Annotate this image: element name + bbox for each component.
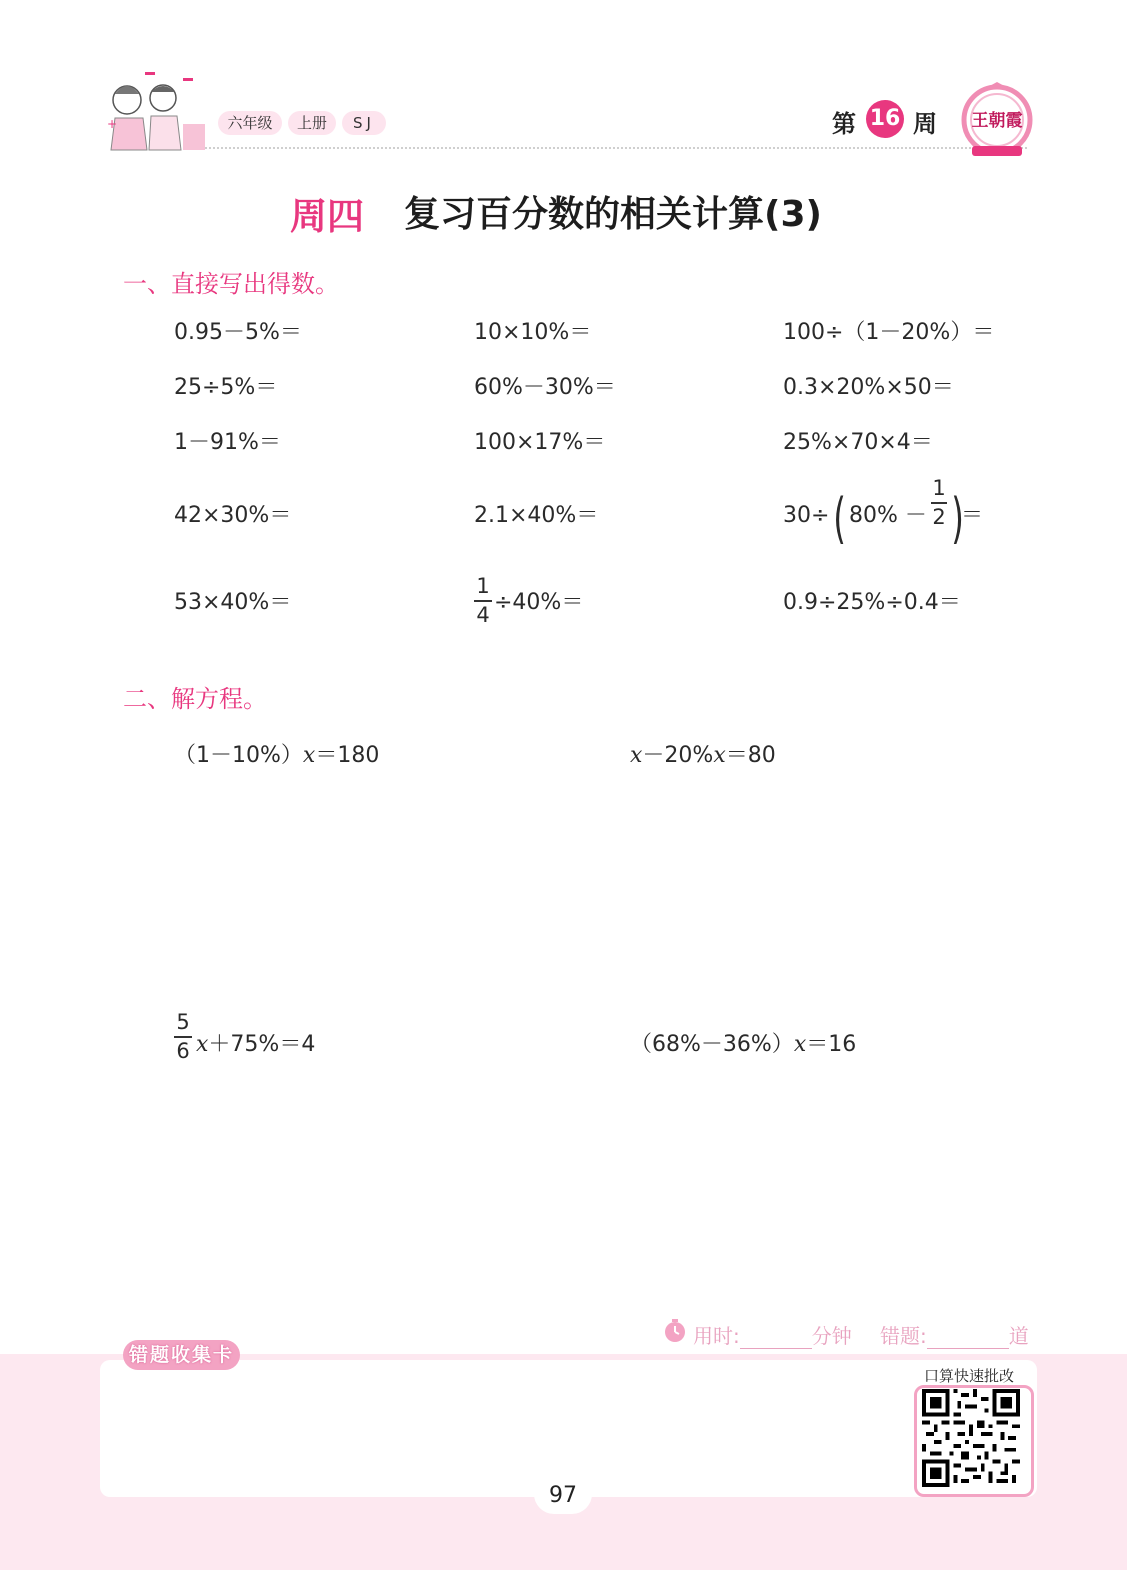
denominator: 4 [476,603,490,627]
eq-part: ＝16 [806,1032,857,1057]
denominator: 2 [932,505,946,529]
error-count-field[interactable] [880,1320,1029,1349]
equation-3-fraction [174,1012,192,1062]
expr-tail: ÷40%＝ [494,590,584,615]
problem-item: 0.3×20%×50＝ [783,375,954,400]
equation-4 [630,1027,856,1058]
eq-variable: x [302,743,316,768]
week-prefix: 第 [832,110,856,138]
problem-item: 10×10%＝ [474,320,592,345]
denominator: 6 [176,1039,190,1063]
eq-part: （1－10%） [174,743,303,768]
problem-item: 53×40%＝ [174,590,292,615]
eq-part: ＝80 [725,743,776,768]
problem-item: 60%－30%＝ [474,375,616,400]
numerator: 1 [476,574,490,598]
section-heading-equations: 二、解方程。 [123,685,267,713]
numerator: 1 [932,476,946,500]
problem-item-fraction [474,574,634,627]
volume-tag: 上册 [288,111,336,135]
week-suffix: 周 [913,110,937,138]
error-card-label: 错题收集卡 [123,1340,240,1370]
expr-lead: 30÷ [783,503,830,528]
problem-item: 42×30%＝ [174,503,292,528]
eq-part: （68%－36%） [630,1032,794,1057]
problem-item: 100×17%＝ [474,430,606,455]
svg-text:王朝霞: 王朝霞 [971,111,1023,131]
page-title: 复习百分数的相关计算(3) [404,194,822,235]
time-spent-field[interactable] [693,1320,852,1349]
equation-2 [630,738,776,769]
header-divider [205,147,1027,149]
author-seal-logo [960,80,1034,160]
eq-variable: x [630,743,643,768]
kids-illustration [105,70,210,158]
expr-inner: 80% － [849,503,927,528]
eq-variable: x [713,743,726,768]
week-number-badge: 16 [866,100,904,138]
problem-item: 25÷5%＝ [174,375,278,400]
problem-item: 100÷（1－20%）＝ [783,320,995,345]
error-unit: 道 [1008,1324,1029,1348]
eq-variable: x [196,1032,209,1057]
qr-caption: 口算快速批改 [924,1367,1015,1385]
numerator: 5 [176,1010,190,1034]
equation-3 [196,1027,315,1058]
time-blank[interactable] [740,1330,812,1349]
problem-item: 0.95－5%＝ [174,320,302,345]
qr-code-icon[interactable] [922,1389,1020,1487]
page-number: 97 [534,1474,592,1514]
left-paren: ( [833,487,846,550]
eq-part: ＝180 [315,743,380,768]
problem-item: 2.1×40%＝ [474,503,599,528]
expr-tail: ＝ [961,503,984,528]
problem-item: 0.9÷25%÷0.4＝ [783,590,961,615]
fraction [474,576,492,626]
time-unit: 分钟 [811,1324,852,1348]
section-heading-direct: 一、直接写出得数。 [123,270,339,298]
problem-item: 1－91%＝ [174,430,281,455]
problem-item: 25%×70×4＝ [783,430,933,455]
eq-part: －20% [642,743,714,768]
svg-text:+: + [107,117,118,131]
stopwatch-icon [662,1318,688,1344]
fraction [931,478,947,528]
right-paren: ) [951,487,964,550]
error-label: 错题: [880,1324,927,1348]
error-blank[interactable] [927,1330,1009,1349]
eq-part: ＋75%＝4 [208,1032,316,1057]
grade-tag: 六年级 [218,111,282,135]
problem-item-fraction [783,476,1003,550]
time-label: 用时: [693,1324,740,1348]
title-day: 周四 [290,195,364,238]
edition-tag: SJ [342,111,386,135]
eq-variable: x [793,1032,807,1057]
equation-1 [174,738,379,769]
